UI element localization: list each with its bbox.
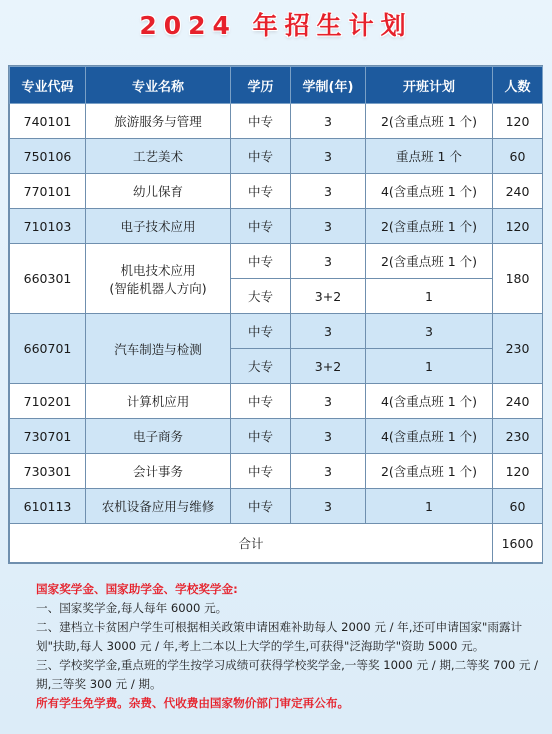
cell-count: 60	[493, 489, 543, 524]
cell-plan: 2(含重点班 1 个)	[366, 244, 493, 279]
cell-plan: 4(含重点班 1 个)	[366, 384, 493, 419]
cell-edu: 中专	[231, 314, 291, 349]
cell-years: 3	[291, 139, 366, 174]
table-header-row	[10, 67, 543, 104]
header-code: 专业代码	[10, 67, 86, 104]
cell-name: 会计事务	[86, 454, 231, 489]
cell-count: 240	[493, 174, 543, 209]
cell-code: 730701	[10, 419, 86, 454]
cell-edu: 中专	[231, 454, 291, 489]
table-row	[10, 419, 543, 454]
table-row	[10, 244, 543, 279]
scholarship-notes	[36, 580, 548, 713]
cell-name: 电子商务	[86, 419, 231, 454]
table-row	[10, 384, 543, 419]
cell-edu: 中专	[231, 489, 291, 524]
total-value: 1600	[493, 524, 543, 563]
cell-years: 3	[291, 104, 366, 139]
cell-code: 740101	[10, 104, 86, 139]
table-row	[10, 139, 543, 174]
notes-item-3: 三、学校奖学金,重点班的学生按学习成绩可获得学校奖学金,一等奖 1000 元 / 期,二等奖 700 元 / 期,三等奖 300 元 / 期。	[36, 658, 539, 691]
table-row	[10, 489, 543, 524]
cell-name-line2: (智能机器人方向)	[109, 280, 207, 296]
cell-code: 710103	[10, 209, 86, 244]
table-row	[10, 104, 543, 139]
header-years: 学制(年)	[291, 67, 366, 104]
cell-edu: 中专	[231, 174, 291, 209]
cell-name-line1: 机电技术应用	[120, 262, 196, 278]
cell-count: 60	[493, 139, 543, 174]
header-plan: 开班计划	[366, 67, 493, 104]
cell-count: 240	[493, 384, 543, 419]
table-row	[10, 454, 543, 489]
cell-plan: 2(含重点班 1 个)	[366, 209, 493, 244]
cell-code: 770101	[10, 174, 86, 209]
cell-name	[86, 244, 231, 314]
table-row	[10, 174, 543, 209]
cell-plan: 1	[366, 489, 493, 524]
table-row	[10, 209, 543, 244]
cell-years: 3+2	[291, 279, 366, 314]
cell-edu: 中专	[231, 139, 291, 174]
total-row	[10, 524, 543, 563]
header-name: 专业名称	[86, 67, 231, 104]
cell-edu: 中专	[231, 419, 291, 454]
cell-name: 工艺美术	[86, 139, 231, 174]
cell-name: 幼儿保育	[86, 174, 231, 209]
cell-plan: 1	[366, 279, 493, 314]
cell-name: 电子技术应用	[86, 209, 231, 244]
cell-code: 610113	[10, 489, 86, 524]
cell-count: 120	[493, 209, 543, 244]
cell-plan: 1	[366, 349, 493, 384]
cell-years: 3	[291, 174, 366, 209]
cell-years: 3	[291, 314, 366, 349]
cell-years: 3	[291, 209, 366, 244]
table-row	[10, 314, 543, 349]
total-label: 合计	[10, 524, 493, 563]
notes-footer: 所有学生免学费。杂费、代收费由国家物价部门审定再公布。	[36, 696, 350, 710]
cell-years: 3	[291, 454, 366, 489]
cell-code: 710201	[10, 384, 86, 419]
cell-plan: 4(含重点班 1 个)	[366, 419, 493, 454]
cell-count: 230	[493, 419, 543, 454]
cell-plan: 2(含重点班 1 个)	[366, 104, 493, 139]
cell-years: 3	[291, 244, 366, 279]
cell-years: 3	[291, 419, 366, 454]
cell-edu: 中专	[231, 244, 291, 279]
cell-edu: 中专	[231, 209, 291, 244]
cell-code: 660301	[10, 244, 86, 314]
cell-years: 3+2	[291, 349, 366, 384]
cell-name: 汽车制造与检测	[86, 314, 231, 384]
cell-plan: 4(含重点班 1 个)	[366, 174, 493, 209]
header-count: 人数	[493, 67, 543, 104]
cell-code: 730301	[10, 454, 86, 489]
page-title: 2024 年招生计划	[139, 11, 413, 40]
notes-heading: 国家奖学金、国家助学金、学校奖学金:	[36, 582, 238, 596]
cell-years: 3	[291, 489, 366, 524]
cell-name: 计算机应用	[86, 384, 231, 419]
header-edu: 学历	[231, 67, 291, 104]
cell-name: 旅游服务与管理	[86, 104, 231, 139]
notes-item-1: 一、国家奖学金,每人每年 6000 元。	[36, 601, 228, 615]
cell-count: 230	[493, 314, 543, 384]
enrollment-table	[8, 65, 543, 564]
cell-count: 120	[493, 454, 543, 489]
cell-edu: 中专	[231, 104, 291, 139]
cell-edu: 大专	[231, 279, 291, 314]
cell-code: 660701	[10, 314, 86, 384]
notes-item-2: 二、建档立卡贫困户学生可根据相关政策申请困难补助每人 2000 元 / 年,还可申请国家"雨露计划"扶助,每人 3000 元 / 年,考上二本以上大学的学生,可获得"泛海助学"资助 5000 元。	[36, 620, 523, 653]
cell-plan: 3	[366, 314, 493, 349]
cell-plan: 重点班 1 个	[366, 139, 493, 174]
cell-years: 3	[291, 384, 366, 419]
cell-code: 750106	[10, 139, 86, 174]
cell-count: 120	[493, 104, 543, 139]
cell-edu: 中专	[231, 384, 291, 419]
cell-edu: 大专	[231, 349, 291, 384]
cell-count: 180	[493, 244, 543, 314]
cell-name: 农机设备应用与维修	[86, 489, 231, 524]
cell-plan: 2(含重点班 1 个)	[366, 454, 493, 489]
